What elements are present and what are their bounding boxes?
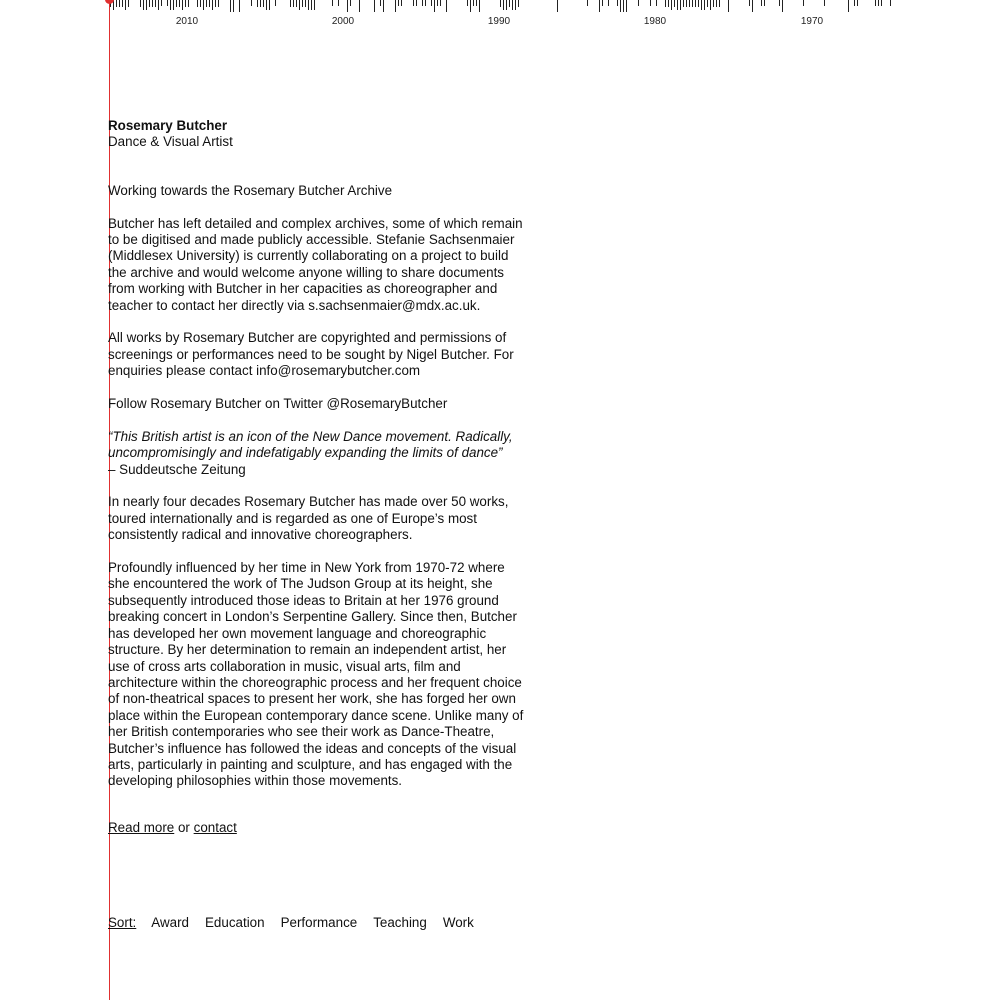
sort-option-work[interactable]: Work	[442, 915, 474, 930]
influence-paragraph: Profoundly influenced by her time in New York from 1970-72 where she encountered the work of The Judson Group at its height, she subsequently introduced those ideas to Britain at her 1976 ground breaking concert in London’s Serpentine Gallery. Since then, Butcher has developed her own movement language and choreographic structure. By her determination to remain an independent artist, her use of cross arts collaboration in music, visual arts, film and architecture within the choreographic process and her frequent choice of non-theatrical spaces to present her work, she has forged her own place within the European contemporary dance scene. Unlike many of her British contemporaries who see their work as Dance-Theatre, Butcher’s influence has followed the ideas and concepts of the visual arts, particularly in painting and sculpture, and has engaged with the developing philosophies within those movements.	[108, 560, 524, 789]
bio-links	[108, 820, 237, 836]
artist-role: Dance & Visual Artist	[108, 134, 233, 150]
year-label-1980: 1980	[643, 16, 667, 27]
sort-option-education[interactable]: Education	[205, 915, 265, 930]
sort-label[interactable]: Sort:	[108, 915, 137, 930]
artist-bio	[108, 118, 528, 790]
press-quote-source: – Suddeutsche Zeitung	[108, 461, 246, 477]
sort-option-teaching[interactable]: Teaching	[373, 915, 427, 930]
archive-paragraph: Butcher has left detailed and complex archives, some of which remain to be digitised and made publicly accessible. Stefanie Sachsenmaier (Middlesex University) is currently collaborating on a project to build the archive and would welcome anyone willing to share documents from working with Butcher in her capacities as choreographer and teacher to contact her directly via s.sachsenmaier@mdx.ac.uk.	[108, 215, 523, 313]
year-label-1970: 1970	[800, 16, 824, 27]
twitter-paragraph: Follow Rosemary Butcher on Twitter @RosemaryButcher	[108, 396, 448, 412]
copyright-paragraph: All works by Rosemary Butcher are copyrighted and permissions of screenings or performances need to be sought by Nigel Butcher. For enquiries please contact info@rosemarybutcher.com	[108, 330, 514, 379]
press-quote: “This British artist is an icon of the New Dance movement. Radically, uncompromisingly and indefatigably expanding the limits of dance”	[108, 428, 513, 461]
year-label-2000: 2000	[331, 16, 355, 27]
decades-paragraph: In nearly four decades Rosemary Butcher has made over 50 works, toured internationally and is regarded as one of Europe’s most consistently radical and innovative choreographers.	[108, 494, 509, 543]
links-separator: or	[177, 820, 190, 835]
sort-option-award[interactable]: Award	[151, 915, 189, 930]
contact-link[interactable]: contact	[193, 820, 237, 835]
archive-heading: Working towards the Rosemary Butcher Archive	[108, 182, 393, 198]
sort-bar	[108, 915, 474, 931]
sort-option-performance[interactable]: Performance	[280, 915, 358, 930]
year-label-2010: 2010	[175, 16, 199, 27]
artist-name: Rosemary Butcher	[108, 118, 228, 133]
year-label-1990: 1990	[487, 16, 511, 27]
read-more-link[interactable]: Read more	[108, 820, 175, 835]
